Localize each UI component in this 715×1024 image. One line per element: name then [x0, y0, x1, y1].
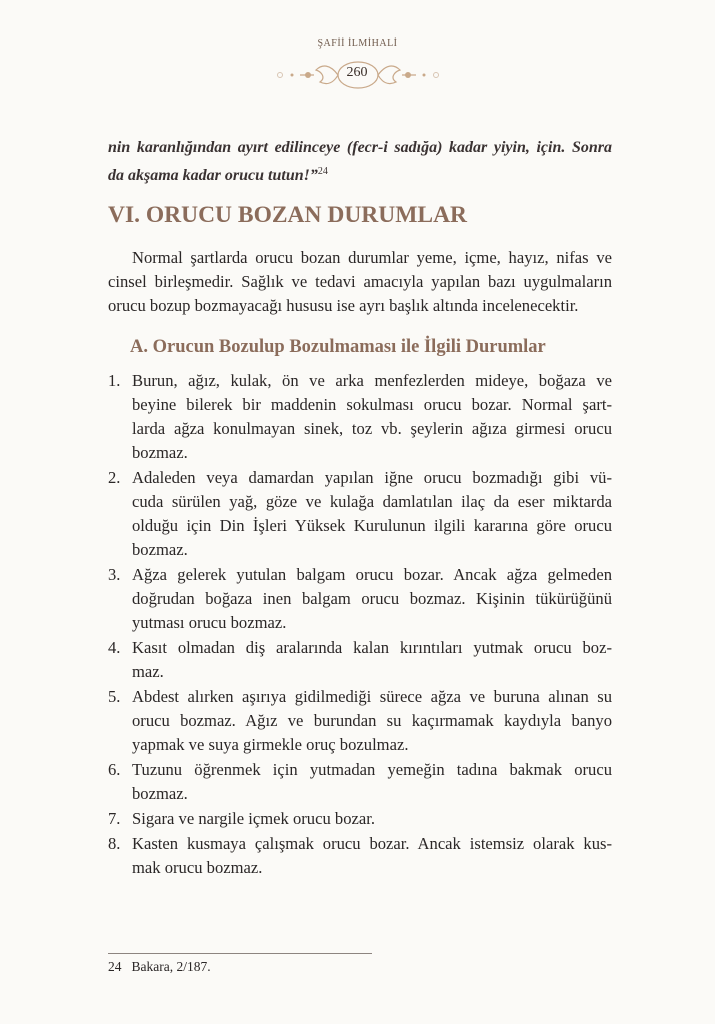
list-item-number: 8. — [108, 834, 121, 853]
footnote-divider — [108, 953, 372, 954]
paragraph-line: cinsel birleşmedir. Sağlık ve tedavi amacıyla yapılan bazı uygulmaların — [108, 272, 612, 291]
footnote — [108, 959, 221, 975]
list-item-number: 6. — [108, 760, 121, 779]
running-head: ŞAFİİ İLMİHALİ — [317, 38, 398, 49]
list-item-line: mak orucu bozmaz. — [132, 858, 263, 877]
section-heading: VI. ORUCU BOZAN DURUMLAR — [108, 202, 468, 228]
list-item-line: Burun, ağız, kulak, ön ve arka menfezlerden mideye, boğaza ve — [132, 371, 612, 390]
quote-continuation — [108, 136, 612, 184]
list-item-number: 1. — [108, 371, 121, 390]
list-item-line: Abdest alırken aşırıya gidilmediği sürece ağza ve buruna alınan su — [132, 687, 612, 706]
list-item-line: bozmaz. — [132, 540, 188, 559]
list-item-line: bozmaz. — [132, 784, 188, 803]
list-item — [108, 807, 612, 831]
list-item — [108, 563, 612, 635]
footnote-text: Bakara, 2/187. — [131, 959, 211, 974]
list-item-line: cuda sürülen yağ, göze ve kulağa damlatılan ilaç da eser miktarda — [132, 492, 612, 511]
numbered-list — [108, 369, 612, 881]
paragraph-line: Normal şartlarda orucu bozan durumlar yeme, içme, hayız, nifas ve — [132, 248, 612, 267]
list-item-line: olduğu için Din İşleri Yüksek Kurulunun ilgili kararına göre orucu — [132, 516, 612, 535]
list-item-line: Ağza gelerek yutulan balgam orucu bozar. Ancak ağza gelmeden — [132, 565, 612, 584]
list-item — [108, 758, 612, 806]
list-item — [108, 685, 612, 757]
list-item-line: yapmak ve suya girmekle oruç bozulmaz. — [132, 735, 409, 754]
quote-line: nin karanlığından ayırt edilinceye (fecr-i sadığa) kadar yiyin, için. Sonra — [108, 139, 612, 156]
footnote-ref[interactable]: 24 — [317, 166, 328, 177]
list-item — [108, 369, 612, 465]
list-item-line: bozmaz. — [132, 443, 188, 462]
list-item-line: beyine bilerek bir maddenin sokulması orucu bozar. Normal şart- — [132, 395, 612, 414]
list-item-line: orucu bozmaz. Ağız ve burundan su kaçırmamak kaydıyla banyo — [132, 711, 612, 730]
footnote-number: 24 — [108, 959, 122, 974]
list-item-line: Adaleden veya damardan yapılan iğne orucu bozmadığı gibi vü- — [132, 468, 612, 487]
list-item-number: 3. — [108, 565, 121, 584]
list-item-line: doğrudan boğaza inen balgam orucu bozmaz. Kişinin tükürüğünü — [132, 589, 612, 608]
list-item-line: maz. — [132, 662, 164, 681]
list-item-number: 5. — [108, 687, 121, 706]
subsection-heading: A. Orucun Bozulup Bozulmaması ile İlgili Durumlar — [130, 337, 546, 357]
list-item-line: larda ağza konulmayan sinek, toz vb. şeylerin ağıza girmesi orucu — [132, 419, 612, 438]
list-item — [108, 832, 612, 880]
list-item — [108, 636, 612, 684]
intro-paragraph — [108, 246, 612, 318]
list-item-number: 2. — [108, 468, 121, 487]
list-item-line: yutması orucu bozmaz. — [132, 613, 287, 632]
page-number: 260 — [346, 65, 368, 80]
list-item-line: Tuzunu öğrenmek için yutmadan yemeğin tadına bakmak orucu — [132, 760, 612, 779]
quote-line: da akşama kadar orucu tutun!”$^{24}$ — [108, 166, 328, 184]
list-item-number: 7. — [108, 809, 121, 828]
list-item-line: Kasıt olmadan diş aralarında kalan kırıntıları yutmak orucu boz- — [132, 638, 612, 657]
list-item-line: Sigara ve nargile içmek orucu bozar. — [132, 809, 375, 828]
list-item — [108, 466, 612, 562]
list-item-number: 4. — [108, 638, 121, 657]
list-item-line: Kasten kusmaya çalışmak orucu bozar. Ancak istemsiz olarak kus- — [132, 834, 612, 853]
paragraph-line: orucu bozup bozmayacağı hususu ise ayrı başlık altında incelenecektir. — [108, 296, 579, 315]
